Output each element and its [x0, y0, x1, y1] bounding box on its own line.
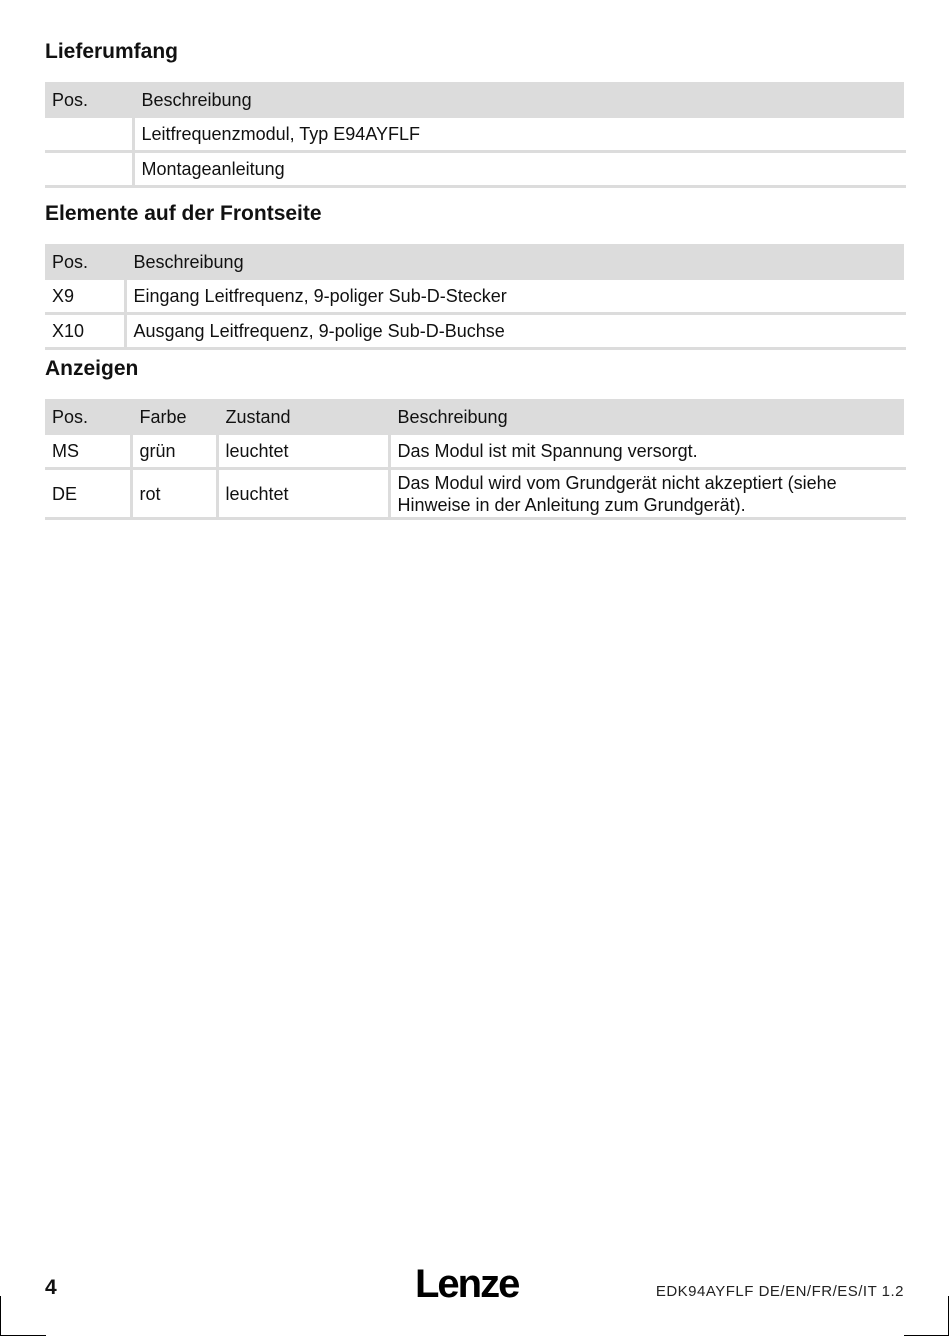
- table-header-row: [45, 399, 906, 435]
- column-header-beschreibung: Beschreibung: [133, 82, 906, 118]
- cell-farbe: rot: [131, 469, 217, 519]
- cell-pos: X9: [45, 280, 125, 314]
- cell-farbe: grün: [131, 435, 217, 469]
- column-header-pos: Pos.: [45, 399, 131, 435]
- column-header-beschreibung: Beschreibung: [389, 399, 906, 435]
- anzeigen-table: [45, 399, 908, 520]
- cell-pos: [45, 152, 133, 187]
- crop-mark-left-vertical: [0, 1296, 1, 1336]
- table-row: [45, 280, 906, 314]
- section-title-anzeigen: Anzeigen: [45, 357, 139, 380]
- column-header-beschreibung: Beschreibung: [125, 244, 906, 280]
- cell-beschreibung: Das Modul ist mit Spannung versorgt.: [389, 435, 906, 469]
- cell-beschreibung: Leitfrequenzmodul, Typ E94AYFLF: [133, 118, 906, 152]
- page-number: 4: [45, 1276, 57, 1299]
- column-header-pos: Pos.: [45, 244, 125, 280]
- section-title-lieferumfang: Lieferumfang: [45, 40, 179, 63]
- document-id: EDK94AYFLF DE/EN/FR/ES/IT 1.2: [655, 1283, 904, 1300]
- crop-mark-right-horizontal: [904, 1335, 949, 1336]
- cell-beschreibung: Ausgang Leitfrequenz, 9-polige Sub-D-Buchse: [125, 314, 906, 349]
- cell-beschreibung: Das Modul wird vom Grundgerät nicht akzeptiert (siehe Hinweise in der Anleitung zum Grundgerät).: [389, 469, 906, 519]
- column-header-zustand: Zustand: [217, 399, 389, 435]
- lieferumfang-table: [45, 82, 908, 188]
- cell-pos: MS: [45, 435, 131, 469]
- frontseite-table: [45, 244, 908, 350]
- cell-zustand: leuchtet: [217, 469, 389, 519]
- table-row: [45, 118, 906, 152]
- column-header-farbe: Farbe: [131, 399, 217, 435]
- section-title-frontseite: Elemente auf der Frontseite: [45, 202, 322, 225]
- table-row: [45, 152, 906, 187]
- table-row: [45, 314, 906, 349]
- table-header-row: [45, 244, 906, 280]
- cell-pos: X10: [45, 314, 125, 349]
- crop-mark-left-horizontal: [0, 1335, 46, 1336]
- cell-beschreibung: Eingang Leitfrequenz, 9-poliger Sub-D-Stecker: [125, 280, 906, 314]
- table-row: [45, 469, 906, 519]
- crop-mark-right-vertical: [948, 1296, 949, 1336]
- lenze-logo: Lenze: [415, 1262, 519, 1306]
- table-row: [45, 435, 906, 469]
- cell-beschreibung: Montageanleitung: [133, 152, 906, 187]
- table-header-row: [45, 82, 906, 118]
- cell-pos: DE: [45, 469, 131, 519]
- column-header-pos: Pos.: [45, 82, 133, 118]
- cell-pos: [45, 118, 133, 152]
- cell-zustand: leuchtet: [217, 435, 389, 469]
